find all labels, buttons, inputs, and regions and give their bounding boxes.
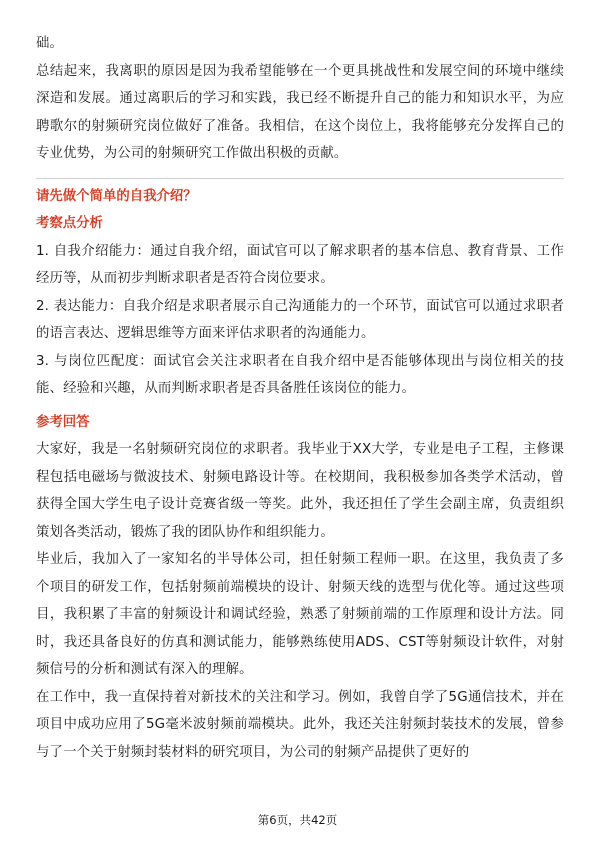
summary-paragraph: 总结起来，我离职的原因是因为我希望能够在一个更具挑战性和发展空间的环境中继续深造和发展。通过离职后的学习和实践，我已经不断提升自己的能力和知识水平，为应聘歌尔的射频研究岗位做好了准备。我相信，在这个岗位上，我将能够充分发挥自己的专业优势，为公司的射频研究工作做出积极的贡献。 [36,63,564,161]
document-page [36,30,564,766]
continuation-text: 础。 [36,36,64,51]
question-heading: 请先做个简单的自我介绍？ [36,188,197,204]
answer-paragraph-3: 在工作中，我一直保持着对新技术的关注和学习。例如，我曾自学了5G通信技术，并在项目中成功应用了5G毫米波射频前端模块。此外，我还关注射频封装技术的发展，曾参与了一个关于射频封装材料的研究项目，为公司的射频产品提供了更好的 [36,689,564,760]
analysis-point-3: 3. 与岗位匹配度：面试官会关注求职者在自我介绍中是否能够体现出与岗位相关的技能、经验和兴趣，从而判断求职者是否具备胜任该岗位的能力。 [36,353,564,396]
analysis-point-1: 1. 自我介绍能力：通过自我介绍，面试官可以了解求职者的基本信息、教育背景、工作经历等，从而初步判断求职者是否符合岗位要求。 [36,243,564,286]
answer-heading: 参考回答 [36,414,90,430]
answer-paragraph-2: 毕业后，我加入了一家知名的半导体公司，担任射频工程师一职。在这里，我负责了多个项目的研发工作，包括射频前端模块的设计、射频天线的选型与优化等。通过这些项目，我积累了丰富的射频设计和调试经验，熟悉了射频前端的工作原理和设计方法。同时，我还具备良好的仿真和测试能力，能够熟练使用ADS、CST等射频设计软件，对射频信号的分析和测试有深入的理解。 [36,552,564,677]
page-footer: 第6页，共42页 [257,813,338,827]
section-divider [36,178,564,179]
analysis-point-2: 2. 表达能力：自我介绍是求职者展示自己沟通能力的一个环节，面试官可以通过求职者的语言表达、逻辑思维等方面来评估求职者的沟通能力。 [36,298,564,341]
analysis-heading: 考察点分析 [36,216,103,231]
answer-paragraph-1: 大家好，我是一名射频研究岗位的求职者。我毕业于XX大学，专业是电子工程，主修课程包括电磁场与微波技术、射频电路设计等。在校期间，我积极参加各类学术活动，曾获得全国大学生电子设计竞赛省级一等奖。此外，我还担任了学生会副主席，负责组织策划各类活动，锻炼了我的团队协作和组织能力。 [36,442,564,540]
